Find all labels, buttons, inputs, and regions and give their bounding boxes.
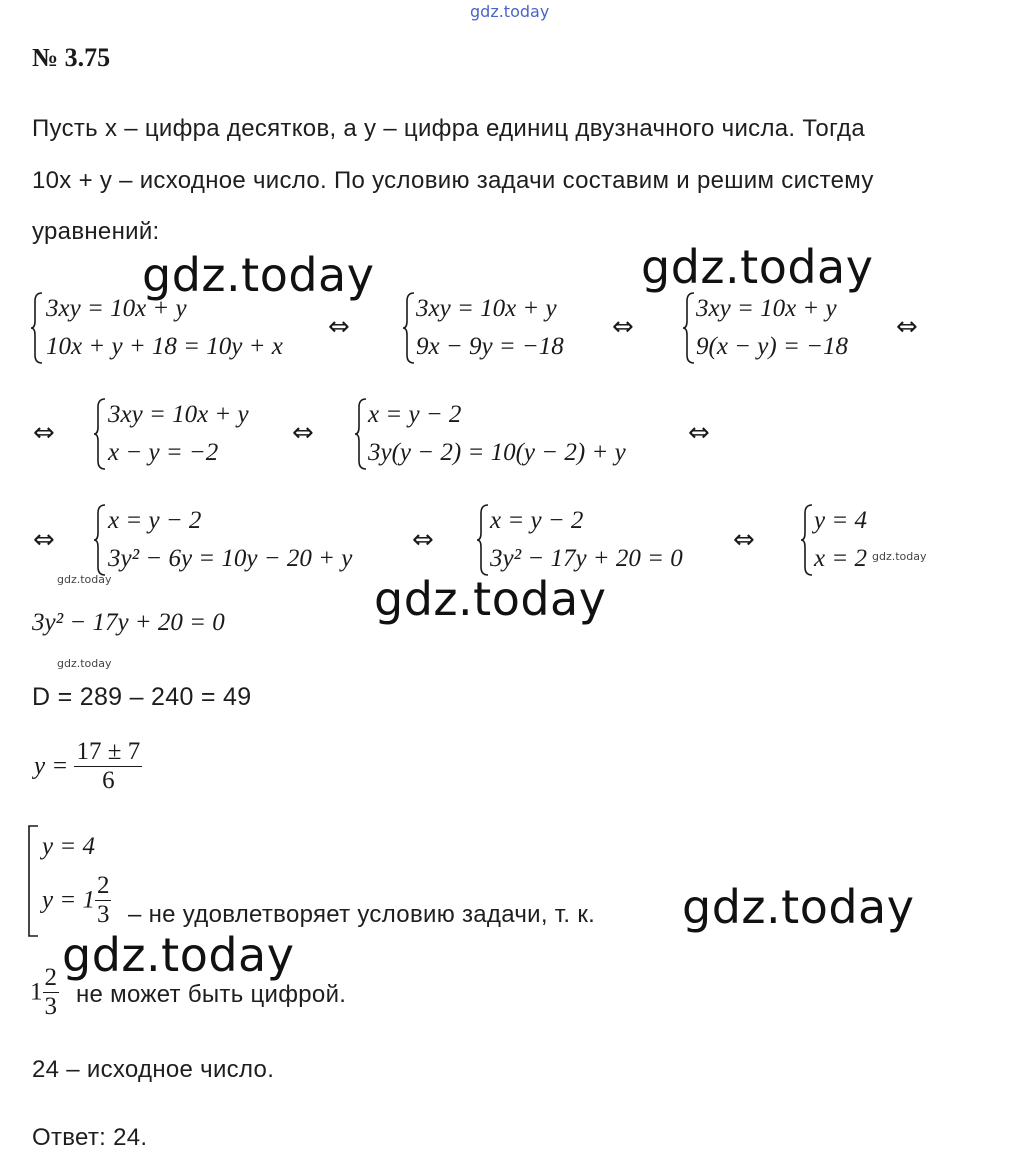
root-2-note: – не удовлетворяет условию задачи, т. к. (128, 901, 596, 928)
root-fraction (74, 738, 142, 795)
answer-text: Ответ: 24. (32, 1124, 148, 1151)
problem-number: № 3.75 (32, 43, 111, 72)
watermark-big: gdz.today (142, 248, 375, 302)
watermark-big: gdz.today (62, 928, 295, 982)
watermark-small: gdz.today (872, 550, 927, 563)
equivalence-icon: ⇔ (733, 525, 755, 555)
equation: 3y² − 6y = 10y − 20 + y (108, 545, 353, 572)
equation: x = 2 (814, 545, 867, 572)
root-2-lhs: y = 1 (42, 886, 95, 914)
equivalence-icon: ⇔ (328, 312, 350, 342)
left-brace-icon (682, 291, 696, 365)
equation: x − y = −2 (108, 439, 219, 466)
watermark-top: gdz.today (470, 2, 550, 21)
reason-whole: 1 (30, 978, 43, 1006)
system-3 (696, 290, 848, 366)
equation: 9x − 9y = −18 (416, 333, 564, 360)
square-bracket-icon (26, 824, 40, 938)
reason-text: не может быть цифрой. (76, 981, 347, 1008)
watermark-big: gdz.today (682, 880, 915, 934)
equation: 3xy = 10x + y (46, 295, 187, 322)
quadratic-equation: 3y² − 17y + 20 = 0 (32, 609, 225, 636)
root-formula (34, 738, 142, 795)
equivalence-icon: ⇔ (33, 525, 55, 555)
left-brace-icon (476, 503, 490, 577)
system-1 (46, 290, 283, 366)
equation: x = y − 2 (108, 507, 202, 534)
equation: 3y² − 17y + 20 = 0 (490, 545, 683, 572)
equation: 10x + y + 18 = 10y + x (46, 333, 283, 360)
equation: y = 4 (814, 507, 867, 534)
fraction-numerator: 2 (96, 872, 110, 899)
reason-fraction (43, 964, 60, 1021)
equivalence-icon: ⇔ (292, 418, 314, 448)
system-5 (368, 396, 626, 472)
root-1: y = 4 (42, 833, 95, 860)
equivalence-icon: ⇔ (412, 525, 434, 555)
system-7 (490, 502, 683, 578)
system-8 (814, 502, 867, 578)
intro-line-3: уравнений: (32, 218, 160, 245)
fraction-denominator: 3 (96, 901, 110, 928)
equation: 3xy = 10x + y (108, 401, 249, 428)
system-2 (416, 290, 564, 366)
left-brace-icon (402, 291, 416, 365)
watermark-small: gdz.today (57, 573, 112, 586)
equivalence-icon: ⇔ (33, 418, 55, 448)
discriminant: D = 289 – 240 = 49 (32, 683, 252, 711)
left-brace-icon (93, 503, 107, 577)
equation: 3y(y − 2) = 10(y − 2) + y (368, 439, 626, 466)
fraction-denominator: 3 (44, 993, 57, 1020)
intro-line-2: 10x + y – исходное число. По условию задачи составим и решим систему (32, 167, 874, 194)
equation: 3xy = 10x + y (696, 295, 837, 322)
fraction-numerator: 17 ± 7 (76, 738, 141, 765)
equivalence-icon: ⇔ (896, 312, 918, 342)
fraction-denominator: 6 (102, 767, 115, 794)
reason-mixed-number (30, 964, 59, 1021)
root-formula-lhs: y = (34, 752, 69, 780)
result-text: 24 – исходное число. (32, 1056, 275, 1083)
system-4 (108, 396, 249, 472)
system-6 (108, 502, 352, 578)
equation: x = y − 2 (368, 401, 462, 428)
equation: 3xy = 10x + y (416, 295, 557, 322)
watermark-small: gdz.today (57, 657, 112, 670)
left-brace-icon (800, 503, 814, 577)
watermark-big: gdz.today (641, 240, 874, 294)
equation: 9(x − y) = −18 (696, 333, 848, 360)
equivalence-icon: ⇔ (612, 312, 634, 342)
fraction-numerator: 2 (44, 964, 57, 991)
root-2 (42, 872, 111, 929)
left-brace-icon (93, 397, 107, 471)
left-brace-icon (30, 291, 44, 365)
equivalence-icon: ⇔ (688, 418, 710, 448)
intro-line-1: Пусть x – цифра десятков, а y – цифра единиц двузначного числа. Тогда (32, 115, 866, 142)
watermark-big: gdz.today (374, 572, 607, 626)
left-brace-icon (354, 397, 368, 471)
equation: x = y − 2 (490, 507, 584, 534)
root-2-fraction (95, 872, 112, 929)
